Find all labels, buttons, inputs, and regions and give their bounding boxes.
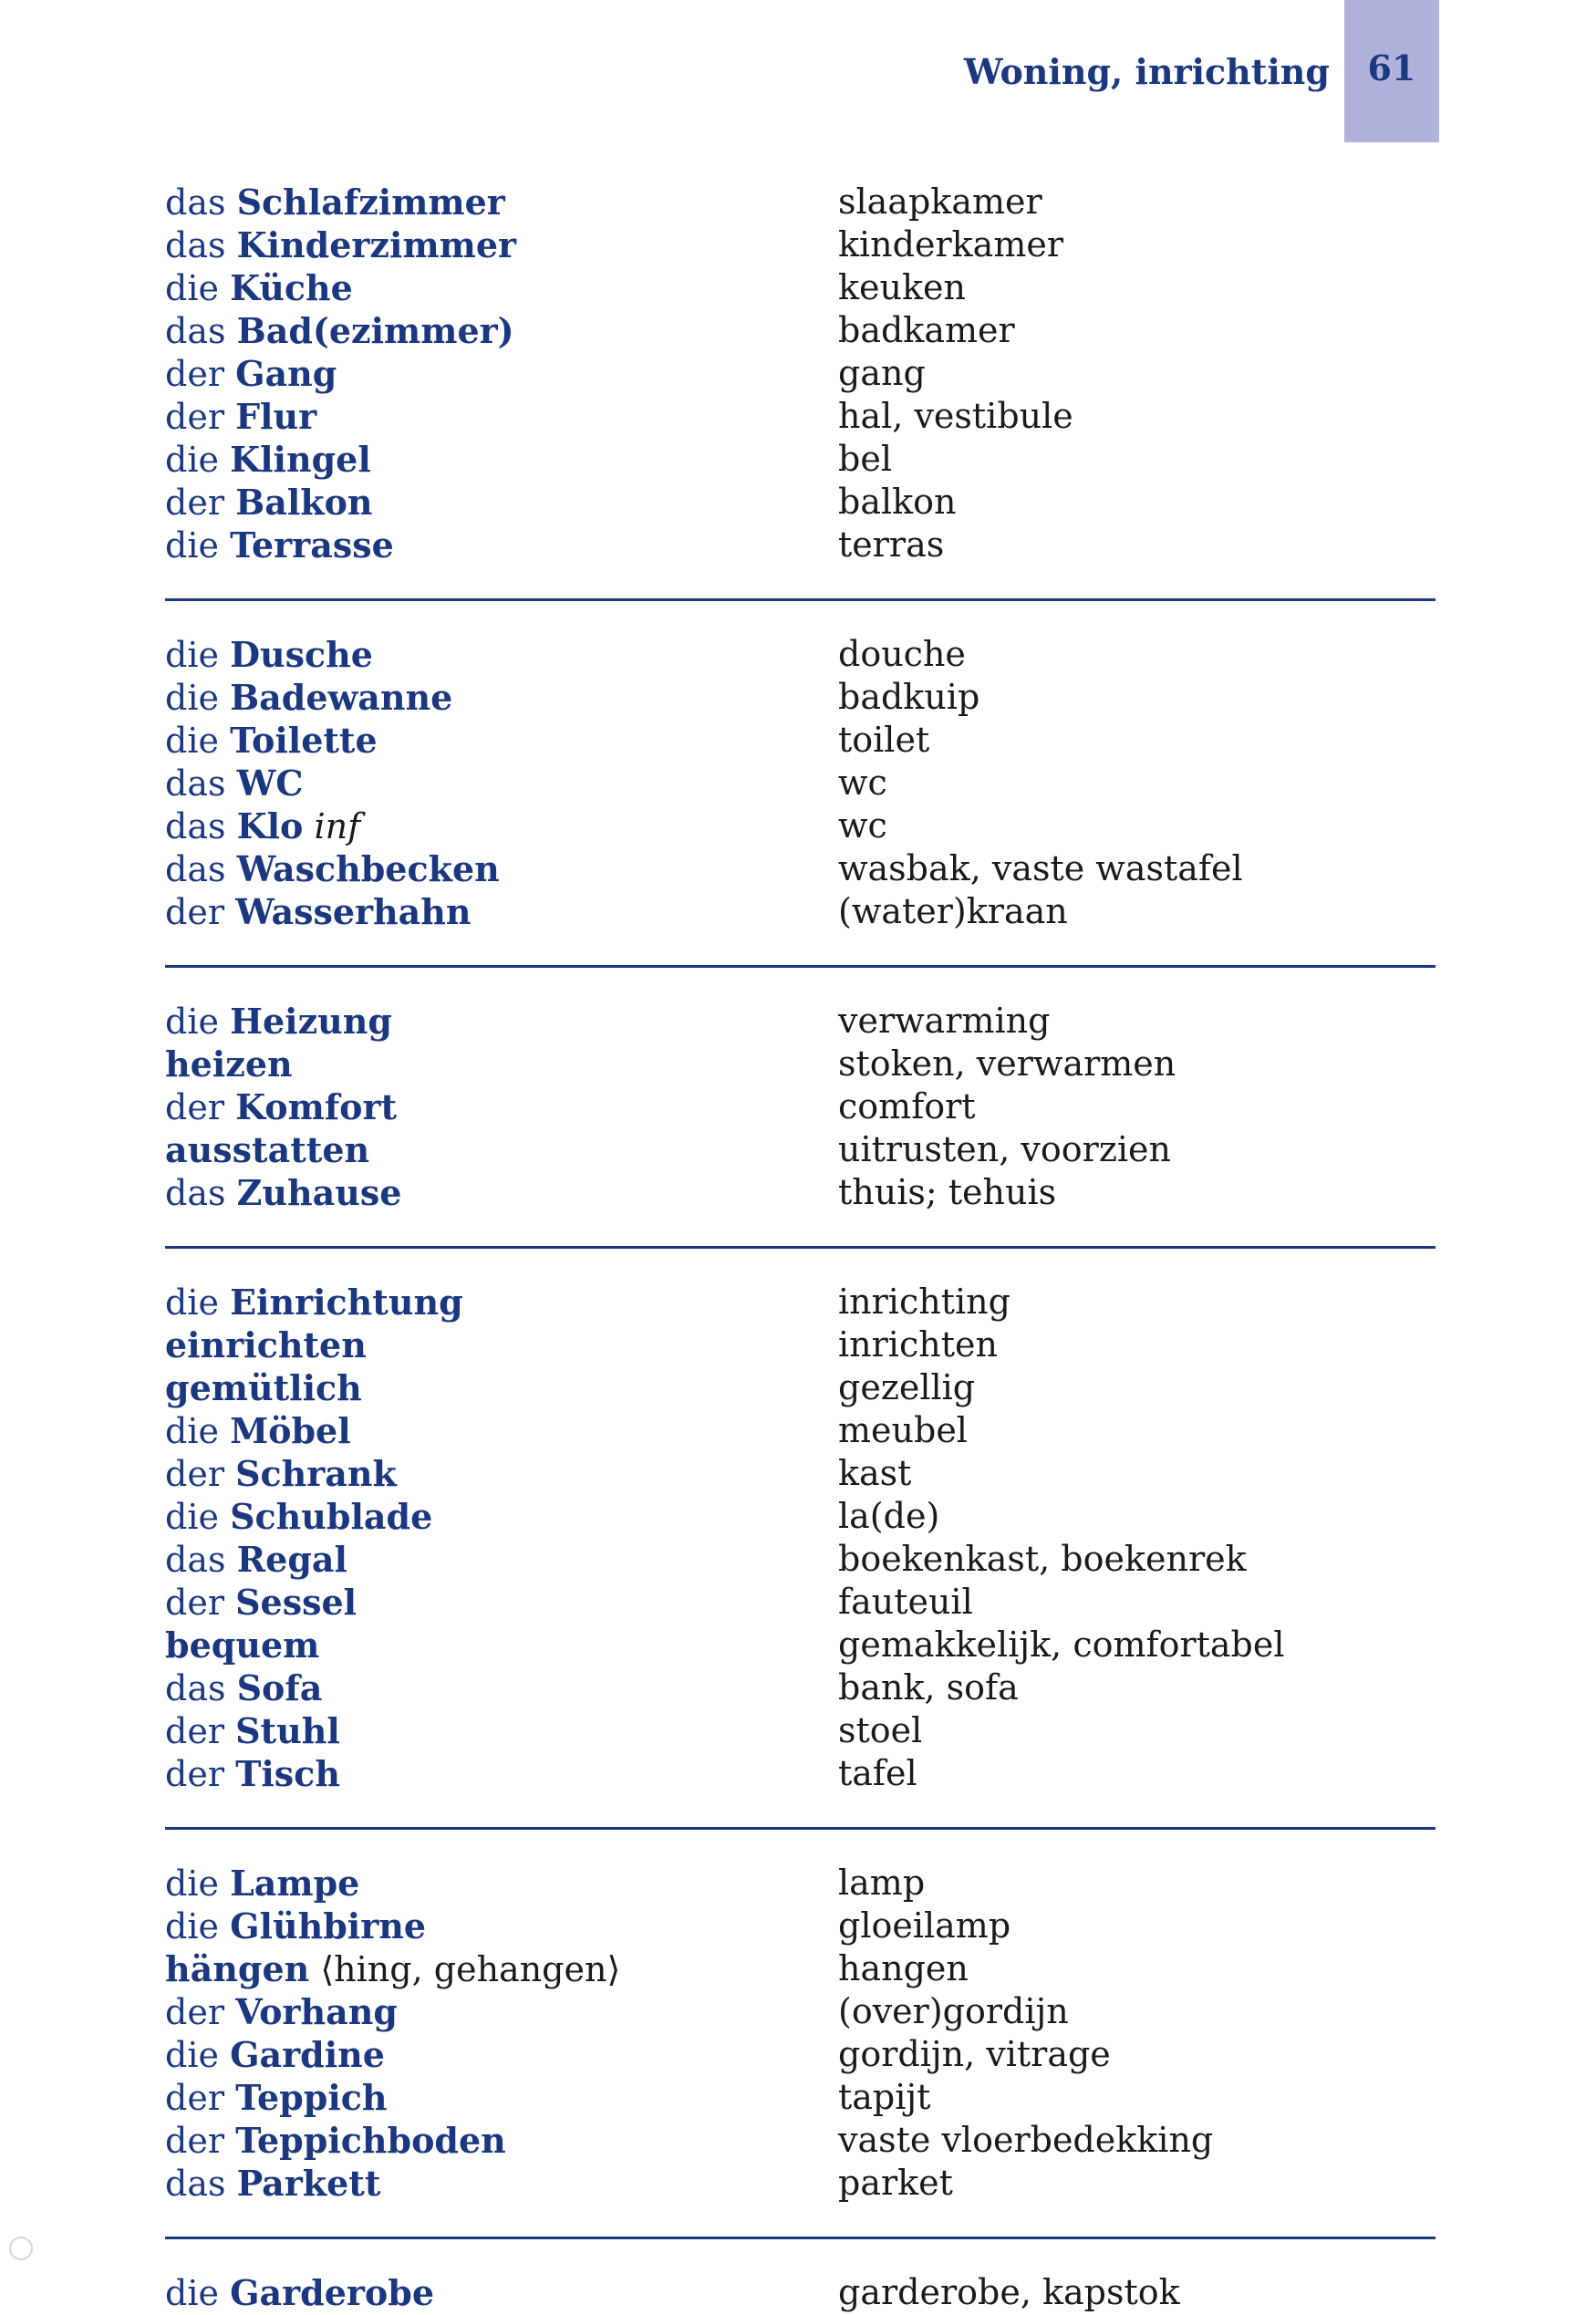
german-term bbox=[165, 438, 838, 481]
vocab-section bbox=[165, 181, 1435, 566]
dutch-translation: thuis; tehuis bbox=[838, 1172, 1057, 1212]
article: die bbox=[165, 678, 219, 718]
article: der bbox=[165, 2078, 224, 2118]
article: das bbox=[165, 806, 226, 846]
german-term bbox=[165, 2033, 838, 2076]
dutch-translation: slaapkamer bbox=[838, 182, 1042, 222]
german-term bbox=[165, 1495, 838, 1538]
vocab-entry bbox=[165, 2271, 1435, 2314]
german-term bbox=[165, 1324, 838, 1366]
headword: hängen bbox=[165, 1948, 310, 1989]
german-term bbox=[165, 395, 838, 438]
vocab-entry bbox=[165, 676, 1435, 719]
vocab-entry bbox=[165, 524, 1435, 566]
dutch-translation: badkuip bbox=[838, 677, 980, 717]
dutch-translation: vaste vloerbedekking bbox=[838, 2120, 1214, 2160]
vocab-entry bbox=[165, 1947, 1435, 1990]
dutch-translation: terras bbox=[838, 524, 945, 565]
vocab-entry bbox=[165, 181, 1435, 223]
vocab-entry bbox=[165, 1666, 1435, 1709]
article: das bbox=[165, 1540, 226, 1580]
vocab-entry bbox=[165, 266, 1435, 309]
article: die bbox=[165, 525, 219, 566]
headword: Garderobe bbox=[230, 2272, 435, 2313]
dutch-translation: (over)gordijn bbox=[838, 1991, 1069, 2031]
dutch-translation: boekenkast, boekenrek bbox=[838, 1539, 1247, 1579]
vocab-entry bbox=[165, 1624, 1435, 1666]
dutch-translation: kast bbox=[838, 1453, 912, 1493]
page-title: Woning, inrichting bbox=[963, 51, 1330, 92]
german-term bbox=[165, 676, 838, 719]
headword: heizen bbox=[165, 1043, 293, 1085]
german-term bbox=[165, 2271, 838, 2314]
german-term bbox=[165, 1666, 838, 1709]
headword: Küche bbox=[230, 267, 353, 308]
german-term bbox=[165, 309, 838, 352]
vocab-entry bbox=[165, 1452, 1435, 1495]
german-term bbox=[165, 2162, 838, 2205]
german-term bbox=[165, 1409, 838, 1452]
article: die bbox=[165, 1002, 219, 1042]
article: die bbox=[165, 2035, 219, 2075]
german-term bbox=[165, 1538, 838, 1581]
headword: Dusche bbox=[230, 634, 373, 675]
article: die bbox=[165, 1411, 219, 1451]
vocab-entry bbox=[165, 1409, 1435, 1452]
german-term bbox=[165, 633, 838, 676]
headword: Möbel bbox=[230, 1410, 351, 1451]
vocab-entry bbox=[165, 1990, 1435, 2033]
german-term bbox=[165, 1752, 838, 1795]
dutch-translation: toilet bbox=[838, 720, 930, 760]
article: der bbox=[165, 1754, 224, 1794]
dutch-translation: wasbak, vaste wastafel bbox=[838, 848, 1243, 888]
dutch-translation: fauteuil bbox=[838, 1582, 973, 1622]
vocab-entry bbox=[165, 1366, 1435, 1409]
headword: Zuhause bbox=[236, 1172, 402, 1213]
page-number-tab bbox=[1344, 0, 1439, 142]
dutch-translation: parket bbox=[838, 2163, 953, 2203]
vocab-entry bbox=[165, 1043, 1435, 1085]
dutch-translation: tapijt bbox=[838, 2077, 931, 2117]
article: das bbox=[165, 849, 226, 889]
dutch-translation: uitrusten, voorzien bbox=[838, 1129, 1171, 1169]
vocab-entry bbox=[165, 1538, 1435, 1581]
headword: Gardine bbox=[230, 2034, 385, 2075]
dutch-translation: douche bbox=[838, 634, 966, 674]
vocab-entry bbox=[165, 1000, 1435, 1043]
dutch-translation: hal, vestibule bbox=[838, 396, 1073, 436]
headword: Heizung bbox=[230, 1001, 392, 1042]
dutch-translation: meubel bbox=[838, 1410, 968, 1450]
headword: Wasserhahn bbox=[235, 891, 472, 932]
vocab-section bbox=[165, 2237, 1435, 2314]
dutch-translation: gemakkelijk, comfortabel bbox=[838, 1625, 1285, 1665]
german-term bbox=[165, 2076, 838, 2119]
dutch-translation: gezellig bbox=[838, 1367, 976, 1407]
dutch-translation: bank, sofa bbox=[838, 1667, 1019, 1708]
headword: Teppich bbox=[235, 2077, 388, 2118]
vocab-entry bbox=[165, 438, 1435, 481]
watermark-icon bbox=[9, 2237, 33, 2260]
vocab-entry bbox=[165, 309, 1435, 352]
article: die bbox=[165, 1497, 219, 1537]
headword: gemütlich bbox=[165, 1367, 362, 1408]
dutch-translation: gang bbox=[838, 353, 926, 393]
article: der bbox=[165, 1454, 224, 1494]
german-term bbox=[165, 1452, 838, 1495]
article: die bbox=[165, 268, 219, 308]
article: das bbox=[165, 1173, 226, 1213]
dutch-translation: kinderkamer bbox=[838, 224, 1063, 265]
vocab-entry bbox=[165, 890, 1435, 933]
vocab-entry bbox=[165, 2162, 1435, 2205]
headword: Balkon bbox=[235, 482, 373, 523]
article: das bbox=[165, 1668, 226, 1708]
dutch-translation: comfort bbox=[838, 1086, 976, 1126]
article: der bbox=[165, 483, 224, 523]
article: die bbox=[165, 1282, 219, 1323]
german-term bbox=[165, 181, 838, 223]
headword: Toilette bbox=[230, 720, 378, 761]
vocab-entry bbox=[165, 1495, 1435, 1538]
article: der bbox=[165, 397, 224, 437]
headword: Schrank bbox=[235, 1453, 397, 1494]
headword: Komfort bbox=[235, 1086, 398, 1127]
german-term bbox=[165, 1128, 838, 1171]
german-term bbox=[165, 481, 838, 524]
german-term bbox=[165, 719, 838, 762]
vocab-entry bbox=[165, 352, 1435, 395]
article: das bbox=[165, 311, 226, 351]
article: die bbox=[165, 721, 219, 761]
vocabulary-list bbox=[165, 181, 1435, 2314]
dutch-translation: keuken bbox=[838, 267, 966, 307]
vocab-entry bbox=[165, 719, 1435, 762]
headword: Lampe bbox=[230, 1863, 360, 1904]
german-term bbox=[165, 1709, 838, 1752]
article: die bbox=[165, 440, 219, 480]
verb-forms: ⟨hing, gehangen⟩ bbox=[320, 1949, 621, 1989]
german-term bbox=[165, 890, 838, 933]
dutch-translation: hangen bbox=[838, 1948, 969, 1988]
headword: Teppichboden bbox=[235, 2120, 506, 2161]
german-term bbox=[165, 1043, 838, 1085]
headword: Tisch bbox=[235, 1753, 340, 1794]
headword: Waschbecken bbox=[236, 848, 500, 889]
vocab-section bbox=[165, 1827, 1435, 2205]
german-term bbox=[165, 762, 838, 805]
article: die bbox=[165, 2273, 219, 2313]
dutch-translation: garderobe, kapstok bbox=[838, 2272, 1180, 2312]
article: der bbox=[165, 1087, 224, 1127]
german-term bbox=[165, 1947, 838, 1990]
vocab-entry bbox=[165, 1905, 1435, 1947]
german-term bbox=[165, 1281, 838, 1324]
vocab-section bbox=[165, 1246, 1435, 1795]
article: der bbox=[165, 1992, 224, 2032]
vocab-entry bbox=[165, 762, 1435, 805]
german-term bbox=[165, 847, 838, 890]
article: das bbox=[165, 2164, 226, 2204]
vocab-entry bbox=[165, 395, 1435, 438]
dutch-translation: (water)kraan bbox=[838, 891, 1068, 931]
vocab-entry bbox=[165, 1862, 1435, 1905]
dutch-translation: stoken, verwarmen bbox=[838, 1043, 1176, 1084]
headword: Kinderzimmer bbox=[236, 224, 517, 265]
headword: Bad(ezimmer) bbox=[236, 310, 514, 351]
vocab-entry bbox=[165, 2119, 1435, 2162]
headword: Parkett bbox=[236, 2163, 381, 2204]
dutch-translation: badkamer bbox=[838, 310, 1015, 350]
dutch-translation: gloeilamp bbox=[838, 1905, 1011, 1946]
german-term bbox=[165, 805, 838, 847]
headword: Badewanne bbox=[230, 677, 453, 718]
headword: Gang bbox=[235, 353, 337, 394]
dutch-translation: inrichten bbox=[838, 1324, 998, 1365]
german-term bbox=[165, 1171, 838, 1214]
article: der bbox=[165, 354, 224, 394]
headword: einrichten bbox=[165, 1324, 367, 1365]
dutch-translation: inrichting bbox=[838, 1282, 1010, 1322]
article: die bbox=[165, 1906, 219, 1946]
vocab-entry bbox=[165, 1171, 1435, 1214]
german-term bbox=[165, 352, 838, 395]
vocab-entry bbox=[165, 1128, 1435, 1171]
headword: Sofa bbox=[236, 1667, 323, 1708]
headword: Schublade bbox=[230, 1496, 433, 1537]
german-term bbox=[165, 223, 838, 266]
vocab-entry bbox=[165, 1709, 1435, 1752]
dutch-translation: wc bbox=[838, 763, 887, 803]
headword: bequem bbox=[165, 1625, 320, 1666]
vocab-entry bbox=[165, 223, 1435, 266]
german-term bbox=[165, 2119, 838, 2162]
vocab-entry bbox=[165, 847, 1435, 890]
vocab-entry bbox=[165, 481, 1435, 524]
german-term bbox=[165, 1085, 838, 1128]
article: der bbox=[165, 1711, 224, 1751]
vocab-section bbox=[165, 965, 1435, 1214]
german-term bbox=[165, 266, 838, 309]
vocab-entry bbox=[165, 633, 1435, 676]
german-term bbox=[165, 1862, 838, 1905]
german-term bbox=[165, 1000, 838, 1043]
article: der bbox=[165, 892, 224, 932]
headword: Stuhl bbox=[235, 1710, 340, 1751]
headword: Einrichtung bbox=[230, 1282, 463, 1323]
headword: Klo bbox=[236, 805, 304, 846]
vocab-section bbox=[165, 598, 1435, 933]
usage-label: inf bbox=[314, 806, 361, 846]
dutch-translation: tafel bbox=[838, 1753, 917, 1793]
article: das bbox=[165, 182, 226, 223]
dutch-translation: verwarming bbox=[838, 1001, 1051, 1041]
headword: Sessel bbox=[235, 1582, 358, 1623]
article: der bbox=[165, 2121, 224, 2161]
german-term bbox=[165, 1624, 838, 1666]
german-term bbox=[165, 524, 838, 566]
headword: WC bbox=[236, 763, 304, 804]
headword: Terrasse bbox=[230, 524, 394, 566]
vocab-entry bbox=[165, 1085, 1435, 1128]
dutch-translation: gordijn, vitrage bbox=[838, 2034, 1111, 2074]
headword: Regal bbox=[236, 1539, 347, 1580]
german-term bbox=[165, 1990, 838, 2033]
vocab-entry bbox=[165, 805, 1435, 847]
dutch-translation: bel bbox=[838, 439, 892, 479]
german-term bbox=[165, 1581, 838, 1624]
article: das bbox=[165, 225, 226, 265]
article: die bbox=[165, 635, 219, 675]
headword: ausstatten bbox=[165, 1129, 370, 1170]
page-number: 61 bbox=[1367, 47, 1416, 88]
vocab-entry bbox=[165, 2076, 1435, 2119]
headword: Flur bbox=[235, 396, 317, 437]
vocab-entry bbox=[165, 1324, 1435, 1366]
dutch-translation: balkon bbox=[838, 482, 957, 522]
headword: Glühbirne bbox=[230, 1905, 427, 1946]
vocab-entry bbox=[165, 1581, 1435, 1624]
dutch-translation: lamp bbox=[838, 1863, 926, 1903]
dutch-translation: la(de) bbox=[838, 1496, 940, 1536]
vocab-entry bbox=[165, 1752, 1435, 1795]
headword: Klingel bbox=[230, 439, 371, 480]
article: das bbox=[165, 763, 226, 804]
article: die bbox=[165, 1863, 219, 1904]
dutch-translation: wc bbox=[838, 805, 887, 846]
headword: Vorhang bbox=[235, 1991, 398, 2032]
vocab-entry bbox=[165, 1281, 1435, 1324]
vocab-entry bbox=[165, 2033, 1435, 2076]
german-term bbox=[165, 1366, 838, 1409]
article: der bbox=[165, 1583, 224, 1623]
german-term bbox=[165, 1905, 838, 1947]
dutch-translation: stoel bbox=[838, 1710, 923, 1750]
headword: Schlafzimmer bbox=[236, 182, 505, 223]
